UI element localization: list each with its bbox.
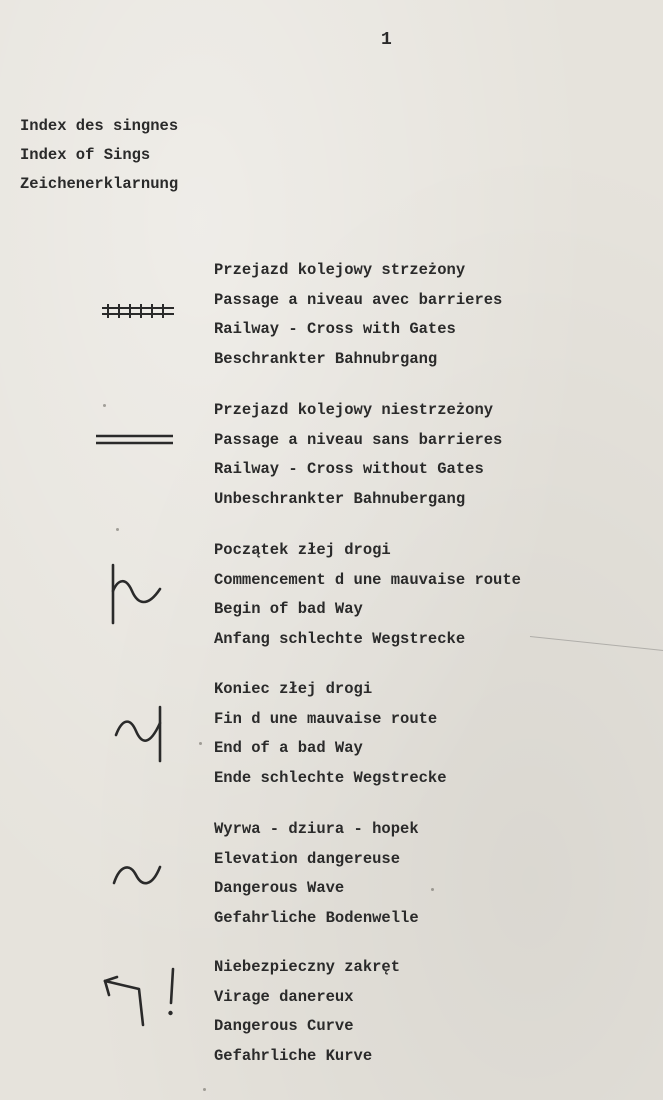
page-number: 1 bbox=[381, 30, 392, 50]
legend-text-en: Dangerous Curve bbox=[214, 1017, 354, 1035]
legend-text-pl: Wyrwa - dziura - hopek bbox=[214, 820, 419, 838]
legend-text-de: Unbeschrankter Bahnubergang bbox=[214, 489, 466, 508]
legend-text-pl: Początek złej drogi bbox=[214, 541, 391, 559]
legend-text-fr: Virage danereux bbox=[214, 987, 354, 1006]
legend-text-en: End of a bad Way bbox=[214, 739, 363, 757]
legend-text-de: Gefahrliche Kurve bbox=[214, 1046, 373, 1065]
legend-text-de: Anfang schlechte Wegstrecke bbox=[214, 629, 466, 648]
paper-speck bbox=[199, 742, 202, 745]
legend-text-fr: Fin d une mauvaise route bbox=[214, 709, 438, 728]
legend-text-de: Beschrankter Bahnubrgang bbox=[214, 349, 438, 368]
dangerous-wave-icon bbox=[112, 861, 162, 889]
railway-cross-gates-icon bbox=[100, 302, 176, 320]
index-title-block bbox=[20, 112, 178, 199]
legend-text-fr: Commencement d une mauvaise route bbox=[214, 570, 521, 589]
legend-text-de: Gefahrliche Bodenwelle bbox=[214, 908, 419, 927]
dangerous-curve-icon bbox=[95, 963, 187, 1029]
legend-text-pl: Przejazd kolejowy strzeżony bbox=[214, 261, 466, 279]
legend-text-fr: Passage a niveau sans barrieres bbox=[214, 430, 503, 449]
legend-text-pl: Niebezpieczny zakręt bbox=[214, 958, 401, 976]
legend-text-fr: Passage a niveau avec barrieres bbox=[214, 290, 503, 309]
legend-entry-text bbox=[214, 536, 521, 654]
legend-entry-text bbox=[214, 815, 419, 933]
index-title-en: Index of Sings bbox=[20, 146, 151, 164]
paper-crease bbox=[530, 636, 663, 652]
paper-speck bbox=[203, 1088, 206, 1091]
paper-speck bbox=[116, 528, 119, 531]
legend-text-pl: Koniec złej drogi bbox=[214, 680, 373, 698]
railway-cross-no-gates-icon bbox=[95, 433, 175, 447]
index-title-fr: Index des singnes bbox=[20, 117, 179, 135]
legend-text-fr: Elevation dangereuse bbox=[214, 849, 401, 868]
legend-text-de: Ende schlechte Wegstrecke bbox=[214, 768, 447, 787]
legend-text-en: Begin of bad Way bbox=[214, 600, 363, 618]
bad-road-begin-icon bbox=[108, 563, 164, 625]
legend-entry-text bbox=[214, 396, 502, 514]
legend-entry-text bbox=[214, 953, 400, 1071]
paper-speck bbox=[103, 404, 106, 407]
legend-text-pl: Przejazd kolejowy niestrzeżony bbox=[214, 401, 494, 419]
legend-text-en: Dangerous Wave bbox=[214, 879, 345, 897]
index-title-de: Zeichenerklarnung bbox=[20, 175, 179, 193]
legend-text-en: Railway - Cross with Gates bbox=[214, 320, 456, 338]
legend-text-en: Railway - Cross without Gates bbox=[214, 460, 484, 478]
legend-entry-text bbox=[214, 675, 447, 793]
legend-entry-text bbox=[214, 256, 502, 374]
paper-speck bbox=[431, 888, 434, 891]
bad-road-end-icon bbox=[114, 705, 170, 763]
